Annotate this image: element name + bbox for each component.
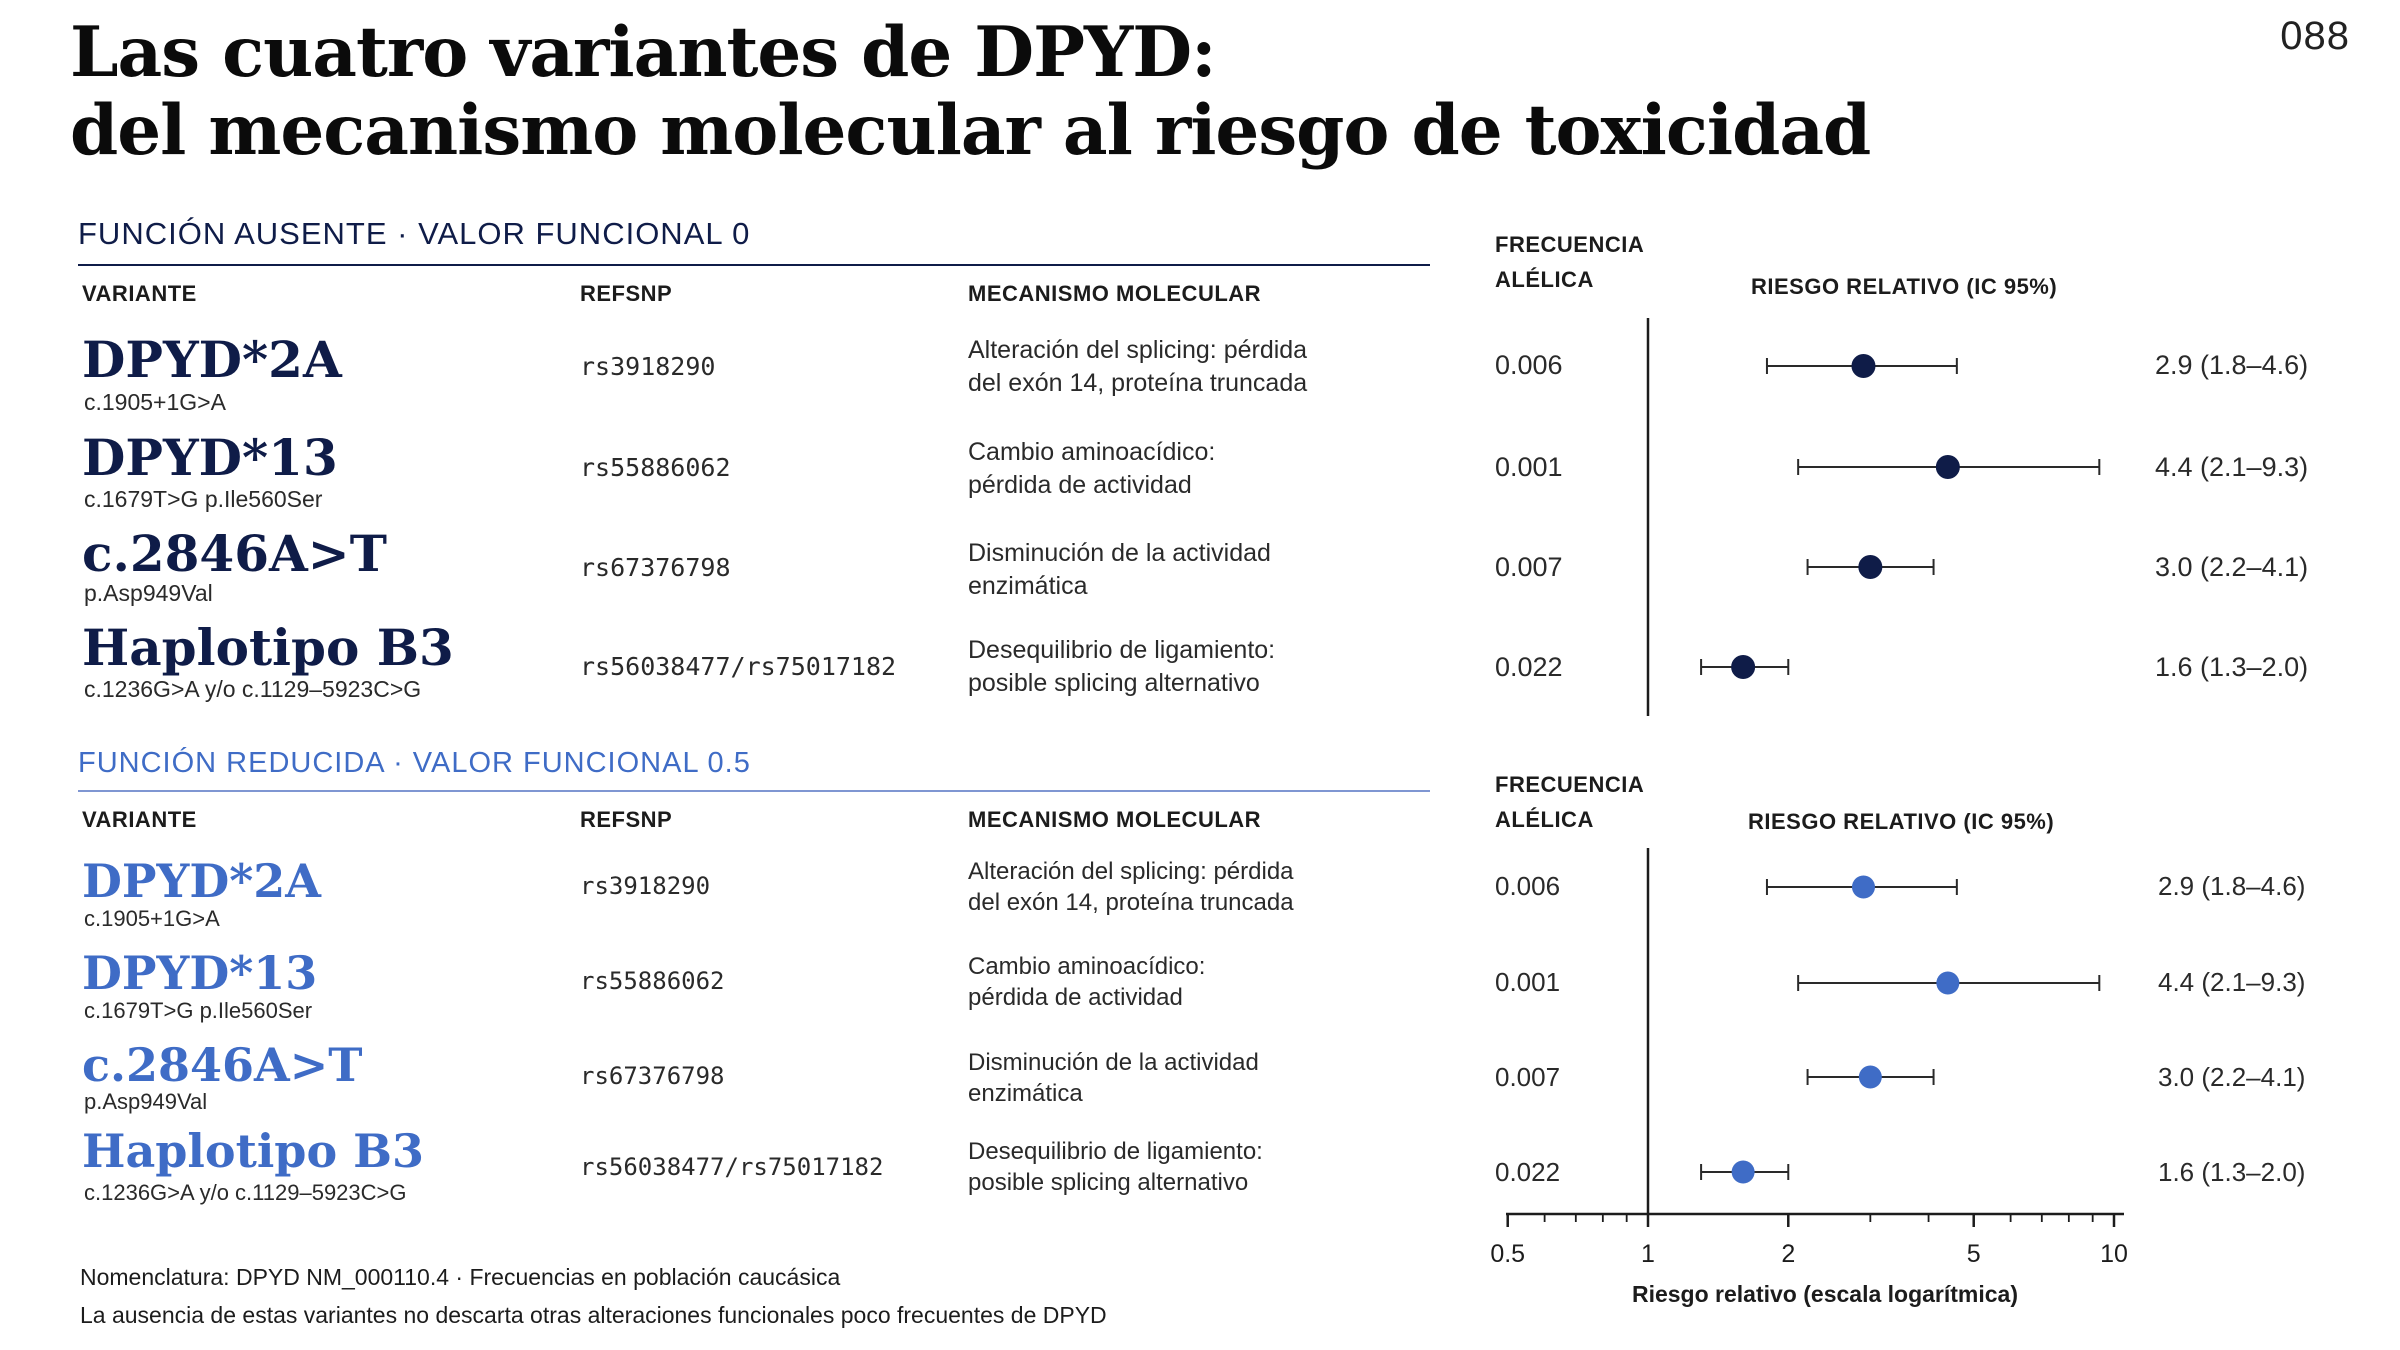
relative-risk-text: 3.0 (2.2–4.1) (2158, 1062, 2306, 1092)
col-head-freq-line1: FRECUENCIA (1495, 772, 1645, 797)
allele-frequency: 0.022 (1495, 1157, 1561, 1187)
col-head-refsnp: REFSNP (580, 807, 673, 832)
point-estimate (1731, 655, 1755, 679)
mechanism-text: Disminución de la actividad enzimática (968, 1049, 1259, 1107)
point-estimate (1732, 1161, 1755, 1184)
variant-name: DPYD*13 (82, 428, 338, 487)
mechanism-text: Cambio aminoacídico: pérdida de actividad (968, 953, 1206, 1011)
col-head-variant: VARIANTE (82, 807, 197, 832)
point-estimate (1936, 972, 1959, 995)
x-axis-ticks (1490, 1214, 2128, 1268)
mechanism-text: Desequilibrio de ligamiento: posible splicing alternativo (968, 636, 1276, 697)
variant-nomenclature: c.1679T>G p.Ile560Ser (84, 998, 313, 1023)
refsnp-id: rs55886062 (580, 967, 725, 995)
variant-nomenclature: c.1679T>G p.Ile560Ser (84, 486, 323, 512)
allele-frequency: 0.007 (1495, 1062, 1561, 1092)
section-title-absent: FUNCIÓN AUSENTE · VALOR FUNCIONAL 0 (78, 216, 751, 251)
mechanism-text: Disminución de la actividad enzimática (968, 539, 1271, 600)
title-line-2: del mecanismo molecular al riesgo de toxicidad (70, 90, 1871, 171)
col-head-freq-line2: ALÉLICA (1495, 267, 1594, 292)
allele-frequency: 0.006 (1495, 871, 1561, 901)
variant-nomenclature: p.Asp949Val (84, 580, 213, 606)
variant-name: c.2846A>T (82, 1038, 363, 1092)
variant-nomenclature: c.1236G>A y/o c.1129–5923C>G (84, 1180, 407, 1205)
page-number: 088 (2280, 14, 2350, 58)
refsnp-id: rs56038477/rs75017182 (580, 1153, 884, 1181)
relative-risk-text: 3.0 (2.2–4.1) (2155, 552, 2309, 582)
col-head-rr: RIESGO RELATIVO (IC 95%) (1751, 274, 2058, 299)
section-title-reduced: FUNCIÓN REDUCIDA · VALOR FUNCIONAL 0.5 (78, 747, 751, 779)
refsnp-id: rs67376798 (580, 1062, 725, 1090)
relative-risk-text: 2.9 (1.8–4.6) (2158, 871, 2306, 901)
relative-risk-text: 2.9 (1.8–4.6) (2155, 350, 2309, 380)
variant-name: Haplotipo B3 (82, 1124, 425, 1178)
variant-nomenclature: c.1236G>A y/o c.1129–5923C>G (84, 676, 422, 702)
refsnp-id: rs3918290 (580, 352, 716, 381)
forest-series-reduced (1701, 876, 2099, 1184)
variant-nomenclature: c.1905+1G>A (84, 906, 220, 931)
point-estimate (1936, 455, 1960, 479)
col-head-refsnp: REFSNP (580, 281, 673, 306)
refsnp-id: rs56038477/rs75017182 (580, 652, 897, 681)
mechanism-text: Alteración del splicing: pérdida del exón 14, proteína truncada (968, 336, 1308, 397)
allele-frequency: 0.006 (1495, 350, 1563, 380)
relative-risk-text: 1.6 (1.3–2.0) (2158, 1157, 2306, 1187)
footnote-nomenclature: Nomenclatura: DPYD NM_000110.4 · Frecuencias en población caucásica (80, 1264, 841, 1290)
relative-risk-text: 4.4 (2.1–9.3) (2158, 967, 2306, 997)
x-tick-label: 1 (1641, 1240, 1655, 1268)
col-head-rr: RIESGO RELATIVO (IC 95%) (1748, 809, 2055, 834)
x-axis-title: Riesgo relativo (escala logarítmica) (1631, 1281, 2019, 1307)
point-estimate (1858, 555, 1882, 579)
variant-name: Haplotipo B3 (82, 618, 454, 677)
title-line-1: Las cuatro variantes de DPYD: (70, 12, 1216, 93)
col-head-mechanism: MECANISMO MOLECULAR (968, 281, 1262, 306)
allele-frequency: 0.001 (1495, 452, 1563, 482)
relative-risk-text: 4.4 (2.1–9.3) (2155, 452, 2309, 482)
mechanism-text: Alteración del splicing: pérdida del exón 14, proteína truncada (968, 858, 1294, 916)
refsnp-id: rs3918290 (580, 872, 711, 900)
point-estimate (1859, 1066, 1882, 1089)
col-head-variant: VARIANTE (82, 281, 197, 306)
forest-series-absent (1701, 354, 2099, 679)
allele-frequency: 0.022 (1495, 652, 1563, 682)
point-estimate (1852, 876, 1875, 899)
refsnp-id: rs67376798 (580, 553, 731, 582)
variant-nomenclature: c.1905+1G>A (84, 389, 226, 415)
allele-frequency: 0.007 (1495, 552, 1563, 582)
allele-frequency: 0.001 (1495, 967, 1561, 997)
mechanism-text: Cambio aminoacídico: pérdida de actividad (968, 438, 1216, 499)
col-head-freq-line1: FRECUENCIA (1495, 232, 1645, 257)
mechanism-text: Desequilibrio de ligamiento: posible splicing alternativo (968, 1138, 1263, 1196)
x-tick-label: 0.5 (1490, 1240, 1526, 1268)
x-tick-label: 2 (1781, 1240, 1796, 1268)
relative-risk-text: 1.6 (1.3–2.0) (2155, 652, 2309, 682)
point-estimate (1851, 354, 1875, 378)
footnote-disclaimer: La ausencia de estas variantes no descarta otras alteraciones funcionales poco frecuentes de DPYD (80, 1302, 1107, 1328)
variant-nomenclature: p.Asp949Val (84, 1089, 208, 1114)
variant-name: c.2846A>T (82, 524, 387, 583)
variant-name: DPYD*2A (82, 330, 342, 389)
variant-name: DPYD*2A (82, 854, 321, 908)
col-head-mechanism: MECANISMO MOLECULAR (968, 807, 1262, 832)
x-tick-label: 5 (1966, 1240, 1981, 1268)
col-head-freq-line2: ALÉLICA (1495, 807, 1594, 832)
refsnp-id: rs55886062 (580, 453, 731, 482)
x-tick-label: 10 (2100, 1240, 2128, 1268)
variant-name: DPYD*13 (82, 946, 318, 1000)
